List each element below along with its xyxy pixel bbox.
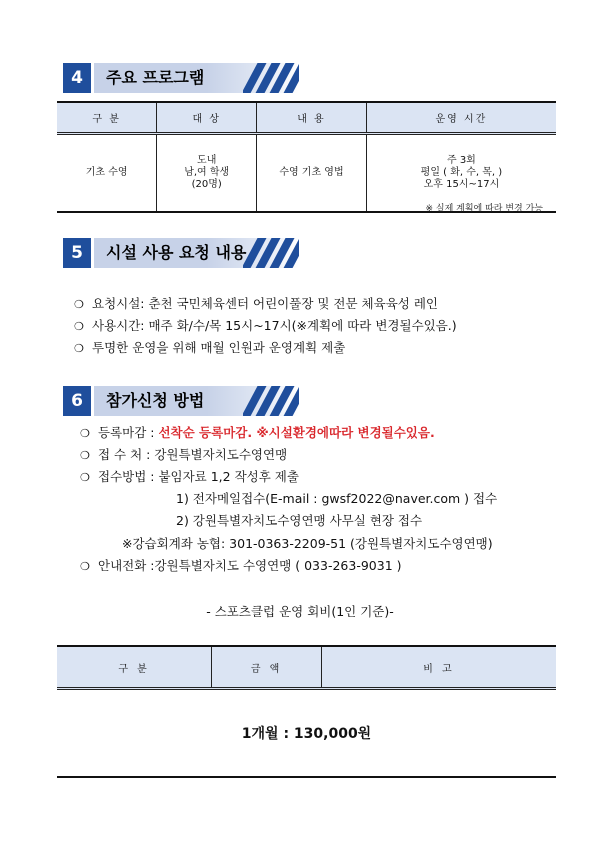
list-item-text: 요청시설: 춘천 국민체육센터 어린이풀장 및 전문 체육육성 레인 xyxy=(92,296,438,311)
table-header-row xyxy=(57,646,556,689)
section-number: 6 xyxy=(63,386,91,416)
program-table xyxy=(57,101,556,213)
fee-caption: - 스포츠클럽 운영 회비(1인 기준)- xyxy=(206,604,394,619)
section-6-header xyxy=(63,386,303,416)
circle-bullet-icon: ❍ xyxy=(80,449,90,462)
target-line: 남,여 학생 xyxy=(184,167,230,178)
col-header-remarks: 비 고 xyxy=(321,646,556,689)
section-title: 시설 사용 요청 내용 xyxy=(106,243,247,262)
cell-category: 기초 수영 xyxy=(57,134,157,213)
header-stripes xyxy=(243,63,299,93)
table-note: ※ 실제 계획에 따라 변경 가능 xyxy=(425,204,543,214)
reception-line xyxy=(80,447,287,464)
list-item xyxy=(74,318,457,335)
reg-label: 등록마감 : xyxy=(98,425,155,440)
method-sub-1: 1) 전자메일접수(E-mail : gwsf2022@naver.com ) 접수 xyxy=(176,491,498,506)
time-line: 평일 ( 화, 수, 목, ) xyxy=(420,167,503,178)
header-stripes xyxy=(243,386,299,416)
method-line xyxy=(80,469,299,486)
reg-value: 선착순 등록마감. ※시설환경에따라 변경될수있음. xyxy=(158,425,435,440)
list-item-text: 사용시간: 매주 화/수/목 15시~17시(※계획에 따라 변경될수있음.) xyxy=(92,318,457,333)
col-header-time: 운영 시간 xyxy=(366,102,556,134)
cell-content: 수영 기초 영법 xyxy=(257,134,367,213)
list-item-text: 투명한 운영을 위해 매월 인원과 운영계획 제출 xyxy=(92,340,346,355)
circle-bullet-icon: ❍ xyxy=(74,298,84,311)
table-row xyxy=(57,689,556,778)
account-line: ※강습회계좌 농협: 301-0363-2209-51 (강원특별자치도수영연맹) xyxy=(122,536,493,551)
section-title: 주요 프로그램 xyxy=(106,68,205,87)
col-header-target: 대 상 xyxy=(157,102,257,134)
fee-table xyxy=(57,645,556,778)
fee-value: 1개월 : 130,000원 xyxy=(57,689,556,778)
phone-text: 안내전화 :강원특별자치도 수영연맹 ( 033-263-9031 ) xyxy=(98,558,402,573)
col-header-category: 구 분 xyxy=(57,102,157,134)
time-line: 주 3회 xyxy=(446,155,476,166)
list-item xyxy=(74,340,345,357)
header-stripes xyxy=(243,238,299,268)
cell-target xyxy=(157,134,257,213)
table-header-row xyxy=(57,102,556,134)
method-sub-2: 2) 강원특별자치도수영연맹 사무실 현장 접수 xyxy=(176,513,423,528)
registration-deadline xyxy=(80,425,435,442)
section-4-header xyxy=(63,63,303,93)
list-item xyxy=(74,296,438,313)
circle-bullet-icon: ❍ xyxy=(80,427,90,440)
section-title: 참가신청 방법 xyxy=(106,391,205,410)
col-header-amount: 금 액 xyxy=(212,646,322,689)
circle-bullet-icon: ❍ xyxy=(80,560,90,573)
section-5-header xyxy=(63,238,303,268)
phone-line xyxy=(80,558,402,575)
col-header-category: 구 분 xyxy=(57,646,212,689)
method-text: 접수방법 : 붙임자료 1,2 작성후 제출 xyxy=(98,469,299,484)
section-number: 4 xyxy=(63,63,91,93)
circle-bullet-icon: ❍ xyxy=(74,342,84,355)
section-number: 5 xyxy=(63,238,91,268)
target-line: 도내 xyxy=(197,155,217,166)
col-header-content: 내 용 xyxy=(257,102,367,134)
circle-bullet-icon: ❍ xyxy=(80,471,90,484)
reception-text: 접 수 처 : 강원특별자치도수영연맹 xyxy=(98,447,288,462)
circle-bullet-icon: ❍ xyxy=(74,320,84,333)
time-line: 오후 15시~17시 xyxy=(423,179,500,190)
target-line: (20명) xyxy=(191,179,222,190)
